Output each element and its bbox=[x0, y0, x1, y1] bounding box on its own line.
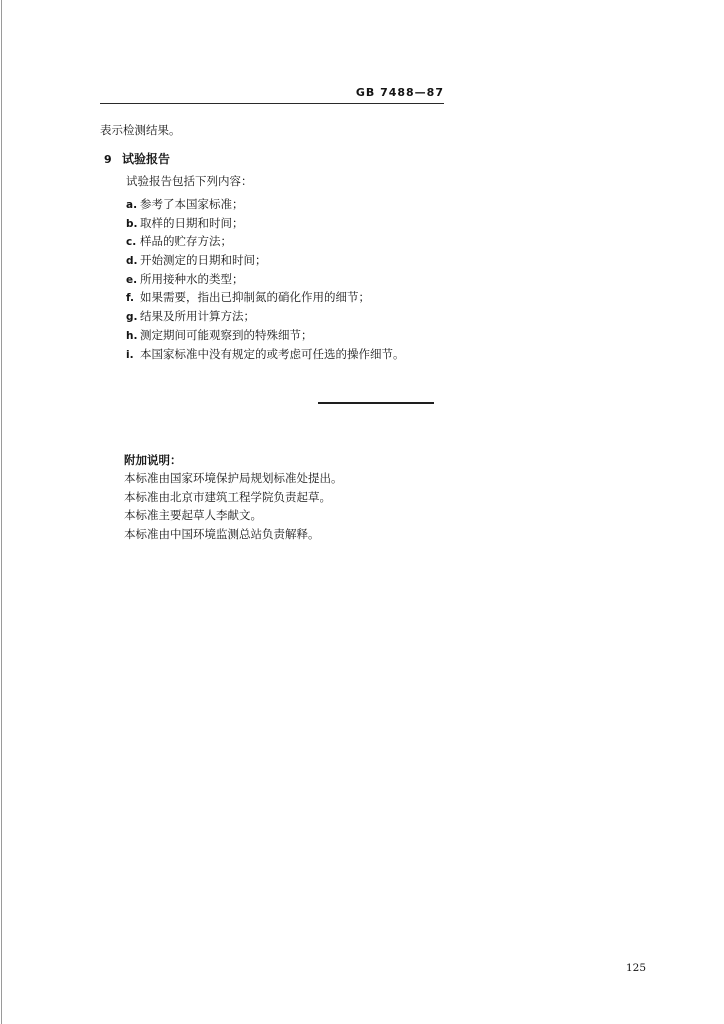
list-item bbox=[126, 196, 405, 215]
list-item bbox=[126, 233, 405, 252]
list-marker: h. bbox=[126, 329, 138, 342]
list-item bbox=[126, 271, 405, 290]
list-marker: d. bbox=[126, 255, 138, 268]
list-item-text: 参考了本国家标准； bbox=[140, 197, 244, 211]
header-rule bbox=[100, 103, 444, 104]
list-item bbox=[126, 308, 405, 327]
list-marker: c. bbox=[126, 236, 137, 249]
note-line: 本标准主要起草人李献文。 bbox=[124, 508, 262, 523]
page-number: 125 bbox=[626, 962, 647, 974]
list-item-text: 取样的日期和时间； bbox=[140, 215, 244, 230]
section-title: 试验报告 bbox=[122, 152, 171, 166]
additional-notes-title: 附加说明： bbox=[124, 453, 182, 467]
list-marker: i. bbox=[126, 348, 134, 361]
list-item bbox=[126, 252, 405, 271]
list-item bbox=[126, 346, 405, 365]
list-item bbox=[126, 327, 405, 346]
additional-notes bbox=[124, 451, 343, 543]
end-of-text-rule bbox=[318, 402, 434, 404]
list-item bbox=[126, 289, 405, 308]
report-items-list bbox=[126, 196, 405, 364]
list-item-text: 如果需要，指出已抑制氮的硝化作用的细节； bbox=[140, 290, 370, 305]
page-left-edge bbox=[1, 0, 2, 1024]
list-item-text: 本国家标准中没有规定的或考虑可任选的操作细节。 bbox=[140, 346, 405, 361]
note-line: 本标准由国家环境保护局规划标准处提出。 bbox=[124, 471, 343, 485]
list-item-text: 开始测定的日期和时间； bbox=[140, 253, 267, 268]
list-marker: g. bbox=[126, 311, 138, 324]
running-header: GB 7488—87 bbox=[355, 86, 444, 99]
continuation-text: 表示检测结果。 bbox=[100, 123, 181, 137]
note-line: 本标准由中国环境监测总站负责解释。 bbox=[124, 526, 320, 541]
list-marker: a. bbox=[126, 199, 138, 211]
list-item-text: 结果及所用计算方法； bbox=[140, 309, 255, 324]
list-item-text: 样品的贮存方法； bbox=[140, 234, 232, 249]
list-item-text: 测定期间可能观察到的特殊细节； bbox=[140, 327, 313, 342]
list-marker: f. bbox=[126, 292, 134, 305]
section-intro: 试验报告包括下列内容： bbox=[126, 174, 253, 188]
section-heading bbox=[104, 150, 170, 167]
list-item bbox=[126, 215, 405, 234]
list-marker: e. bbox=[126, 273, 138, 286]
list-item-text: 所用接种水的类型； bbox=[140, 271, 244, 286]
section-number: 9 bbox=[104, 153, 112, 166]
note-line: 本标准由北京市建筑工程学院负责起草。 bbox=[124, 489, 331, 504]
list-marker: b. bbox=[126, 217, 138, 230]
